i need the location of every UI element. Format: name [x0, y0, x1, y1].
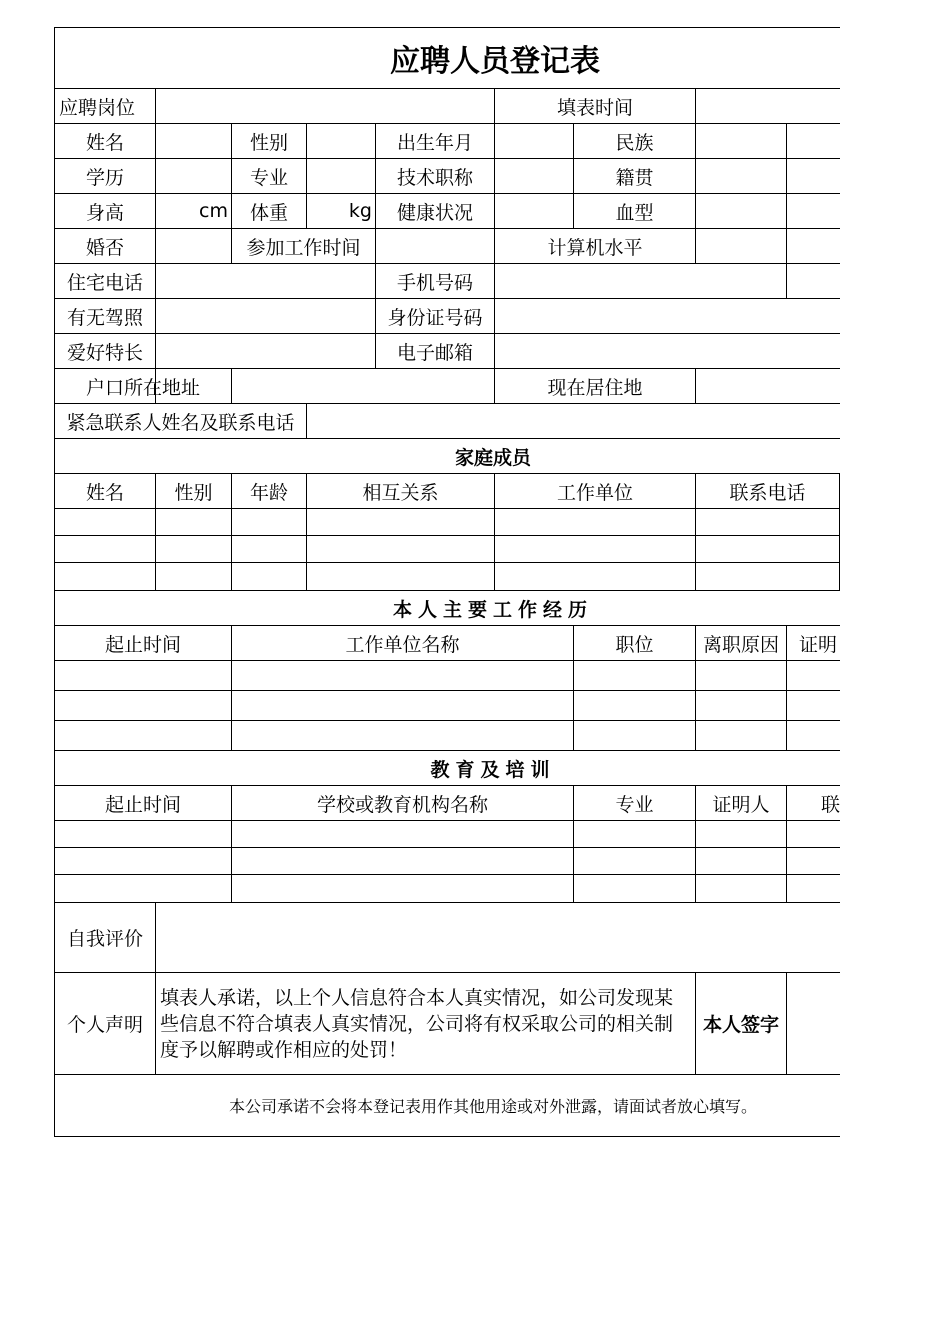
work-col-leave-reason: 离职原因 [702, 633, 779, 656]
footer-note: 本公司承诺不会将本登记表用作其他用途或对外泄露，请面试者放心填写。 [228, 1097, 757, 1116]
rule [54, 847, 840, 848]
rule [375, 228, 376, 263]
rule [54, 508, 840, 509]
edu-col-period: 起止时间 [104, 793, 181, 816]
rule [695, 368, 696, 403]
label-work-start: 参加工作时间 [246, 236, 361, 259]
page-title: 应聘人员登记表 [390, 44, 600, 79]
family-col-age: 年龄 [249, 481, 288, 504]
label-name: 姓名 [85, 131, 124, 154]
label-health: 健康状况 [396, 201, 473, 224]
rule [695, 88, 696, 123]
rule [54, 720, 840, 721]
label-fill-time: 填表时间 [556, 96, 633, 119]
rule [54, 1136, 840, 1137]
rule [54, 660, 840, 661]
label-major: 专业 [249, 166, 288, 189]
work-col-employer: 工作单位名称 [345, 633, 460, 656]
edu-col-major: 专业 [615, 793, 654, 816]
rule [155, 88, 156, 403]
label-home-phone: 住宅电话 [66, 271, 143, 294]
rule [54, 690, 840, 691]
label-email: 电子邮箱 [396, 341, 473, 364]
edu-col-reference: 证明人 [712, 793, 770, 816]
label-gender: 性别 [249, 131, 288, 154]
height-unit: cm [199, 200, 228, 222]
rule [54, 88, 840, 89]
label-license: 有无驾照 [66, 306, 143, 329]
weight-unit: kg [348, 200, 372, 222]
section-work-title: 本人主要工作经历 [392, 598, 593, 621]
edu-col-contact: 联 [821, 793, 840, 816]
family-col-gender: 性别 [174, 481, 213, 504]
label-weight: 体重 [249, 201, 288, 224]
rule [54, 874, 840, 875]
family-col-name: 姓名 [85, 481, 124, 504]
rule [839, 473, 840, 590]
family-col-relation: 相互关系 [362, 481, 439, 504]
label-birth: 出生年月 [396, 131, 473, 154]
work-col-reference: 证明 [799, 633, 838, 656]
label-signature: 本人签字 [702, 1014, 779, 1036]
label-hobbies: 爱好特长 [66, 341, 143, 364]
label-native-place: 籍贯 [615, 166, 654, 189]
label-hukou: 户口所在地址 [85, 376, 200, 399]
rule [494, 123, 495, 228]
rule [54, 562, 840, 563]
label-residence: 现在居住地 [547, 376, 643, 399]
rule [786, 123, 787, 298]
label-emergency: 紧急联系人姓名及联系电话 [66, 411, 295, 434]
label-position: 应聘岗位 [59, 96, 136, 119]
label-id-number: 身份证号码 [387, 306, 483, 329]
family-col-employer: 工作单位 [556, 481, 633, 504]
label-mobile: 手机号码 [396, 271, 473, 294]
edu-col-school: 学校或教育机构名称 [316, 793, 488, 816]
label-self-eval: 自我评价 [66, 928, 143, 950]
label-declaration: 个人声明 [66, 1014, 143, 1036]
label-ethnicity: 民族 [615, 131, 654, 154]
label-marital: 婚否 [85, 236, 124, 259]
declaration-text: 填表人承诺，以上个人信息符合本人真实情况，如公司发现某些信息不符合填表人真实情况，公司将有权采取公司的相关制度予以解聘或作相应的处罚！ [160, 986, 674, 1061]
rule [231, 368, 232, 403]
rule [54, 902, 840, 903]
label-blood-type: 血型 [615, 201, 654, 224]
rule [54, 535, 840, 536]
rule [54, 820, 840, 821]
work-col-position: 职位 [615, 633, 654, 656]
rule [54, 228, 840, 229]
rule [494, 263, 495, 368]
label-height: 身高 [85, 201, 124, 224]
section-family-title: 家庭成员 [454, 446, 531, 469]
label-computer: 计算机水平 [547, 236, 643, 259]
rule [306, 403, 307, 438]
label-education: 学历 [85, 166, 124, 189]
family-col-phone: 联系电话 [729, 481, 806, 504]
rule [786, 972, 787, 1074]
label-tech-title: 技术职称 [396, 166, 473, 189]
rule [695, 123, 696, 263]
section-edu-title: 教育及培训 [430, 758, 556, 781]
work-col-period: 起止时间 [104, 633, 181, 656]
